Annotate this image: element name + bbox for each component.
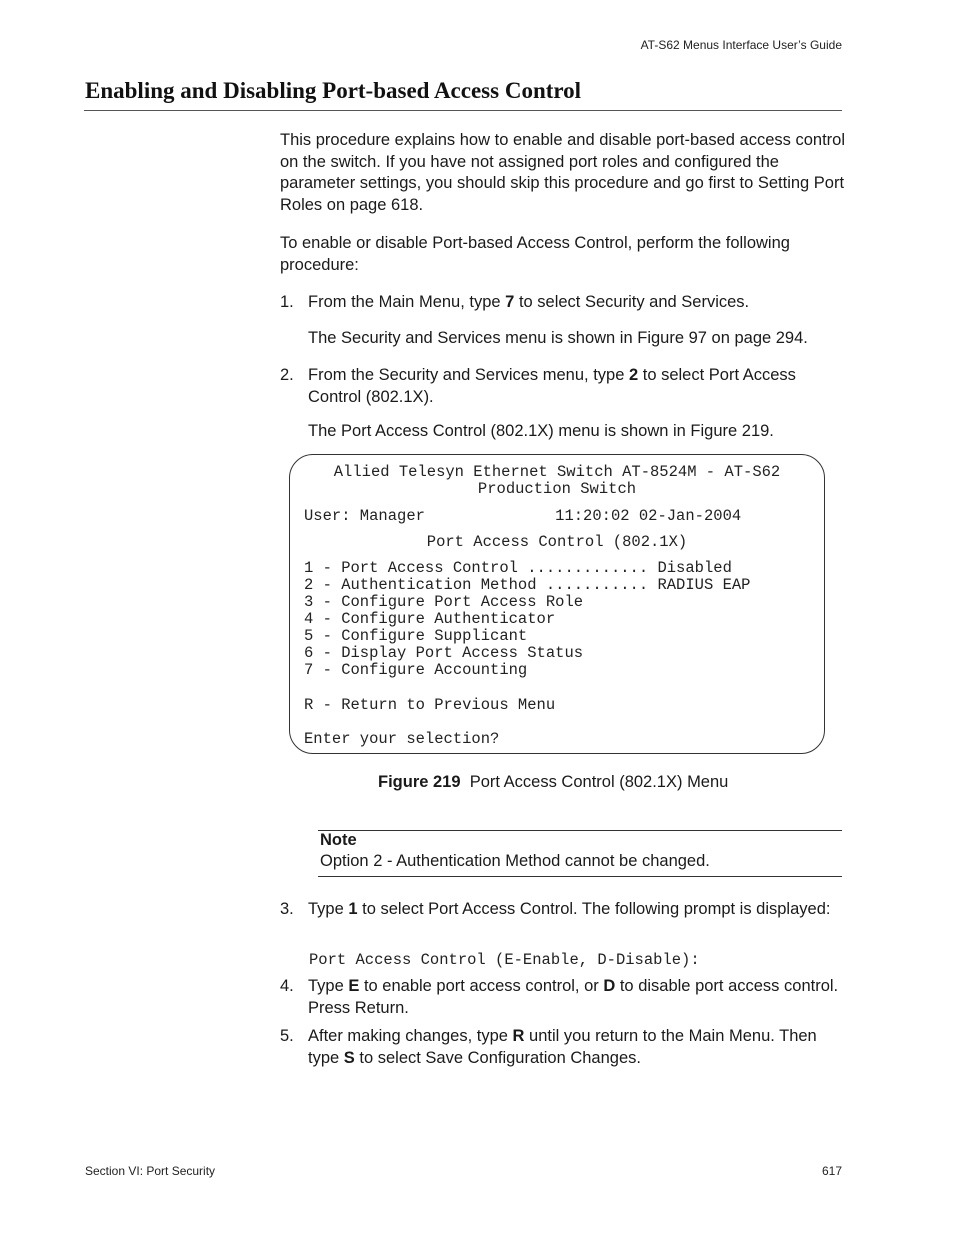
step-text: From the Main Menu, type 7 to select Security and Services.	[308, 293, 750, 311]
note-rule-top	[318, 830, 842, 831]
intro-paragraph-2: To enable or disable Port-based Access Control, perform the following procedure:	[280, 234, 790, 274]
terminal-menu-item-3: 3 - Configure Port Access Role	[304, 593, 584, 611]
terminal-prompt: Enter your selection?	[304, 730, 500, 748]
step-3-prompt: Port Access Control (E-Enable, D-Disable):	[309, 951, 700, 969]
terminal-menu-item-6: 6 - Display Port Access Status	[304, 644, 584, 662]
step-text: From the Security and Services menu, type 2 to select Port Access Control (802.1X).	[308, 366, 796, 406]
terminal-user-line: User: Manager 11:20:02 02-Jan-2004	[304, 507, 742, 525]
intro-paragraph-1: This procedure explains how to enable and disable port-based access control on the switch. If you have not assigned port roles and configured the parameter settings, you should skip this procedure and go first to Setting Port Roles on page 618.	[280, 131, 846, 214]
step-text: After making changes, type R until you return to the Main Menu. Then type S to select Save Configuration Changes.	[308, 1027, 817, 1067]
terminal-screen	[289, 454, 825, 754]
terminal-menu-item-5: 5 - Configure Supplicant	[304, 627, 528, 645]
step-number: 4.	[280, 977, 294, 995]
step-key: D	[603, 977, 616, 995]
step-text: Type E to enable port access control, or D to disable port access control. Press Return.	[308, 977, 839, 1017]
figure-caption	[378, 773, 728, 792]
note-rule-bottom	[318, 876, 842, 877]
section-title: Enabling and Disabling Port-based Access Control	[85, 78, 582, 103]
step-number: 1.	[280, 293, 294, 311]
figure-caption-text: Port Access Control (802.1X) Menu	[469, 773, 729, 791]
note-text: Option 2 - Authentication Method cannot be changed.	[320, 852, 710, 870]
step-key: 7	[505, 293, 515, 311]
step-2-result: The Port Access Control (802.1X) menu is shown in Figure 219.	[308, 422, 774, 440]
step-key: 2	[628, 366, 639, 384]
footer-page-number: 617	[821, 1164, 842, 1178]
terminal-return-item: R - Return to Previous Menu	[304, 696, 556, 714]
running-header: AT-S62 Menus Interface User’s Guide	[640, 38, 842, 52]
terminal-title-line-1: Allied Telesyn Ethernet Switch AT-8524M - AT-S62	[333, 463, 781, 481]
step-key: E	[348, 977, 360, 995]
terminal-menu-item-4: 4 - Configure Authenticator	[304, 610, 556, 628]
terminal-menu-item-7: 7 - Configure Accounting	[304, 661, 528, 679]
terminal-title-line-2: Production Switch	[477, 480, 637, 498]
title-rule	[84, 110, 842, 111]
footer-section: Section VI: Port Security	[85, 1164, 216, 1178]
step-number: 5.	[280, 1027, 294, 1045]
step-number: 3.	[280, 900, 294, 918]
step-key: 1	[348, 900, 358, 918]
terminal-menu-item-2: 2 - Authentication Method ........... RADIUS EAP	[304, 576, 751, 594]
note-label: Note	[320, 831, 357, 849]
terminal-menu-item-1: 1 - Port Access Control ............. Disabled	[304, 559, 732, 577]
step-text: Type 1 to select Port Access Control. The following prompt is displayed:	[308, 900, 831, 918]
step-number: 2.	[280, 366, 294, 384]
terminal-menu-title: Port Access Control (802.1X)	[426, 533, 688, 551]
step-1-result: The Security and Services menu is shown in Figure 97 on page 294.	[308, 329, 808, 347]
figure-label: Figure 219	[378, 773, 461, 791]
step-key: R	[512, 1027, 525, 1045]
step-key: S	[343, 1048, 355, 1067]
